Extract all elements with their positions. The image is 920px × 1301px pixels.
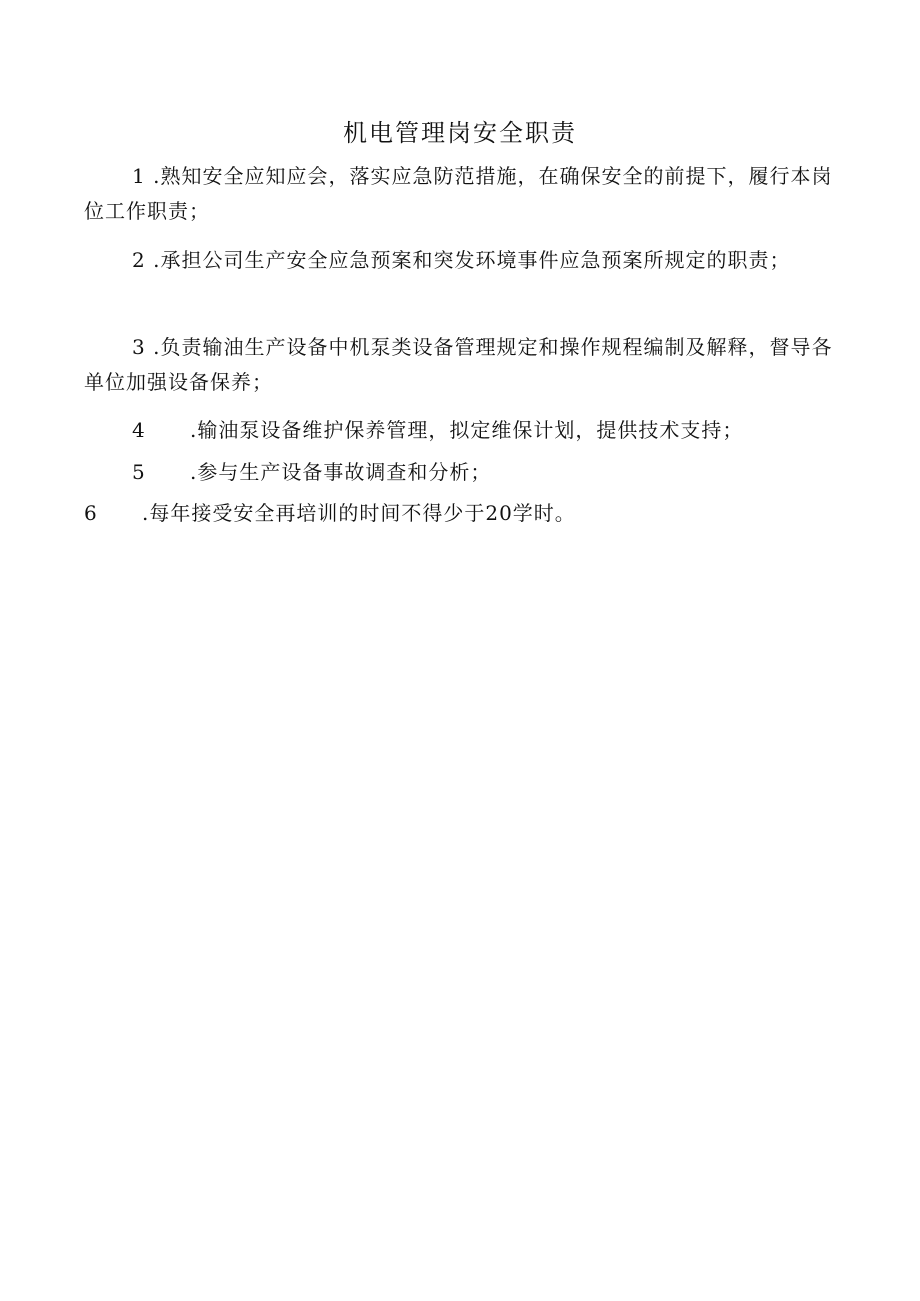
item-text: .每年接受安全再培训的时间不得少于20学时。	[142, 501, 576, 525]
list-item	[84, 455, 884, 490]
item-number: 6	[84, 501, 98, 525]
item-number: 3	[132, 335, 146, 359]
item-number: 4	[132, 418, 146, 442]
item-number: 5	[132, 460, 146, 484]
item-text: .承担公司生产安全应急预案和突发环境事件应急预案所规定的职责；	[153, 248, 791, 272]
list-item	[84, 413, 884, 448]
page-title: 机电管理岗安全职责	[343, 119, 577, 147]
list-item	[84, 243, 836, 278]
item-number: 2	[132, 248, 146, 272]
list-item	[84, 496, 836, 531]
item-number: 1	[132, 164, 146, 188]
item-text: .负责输油生产设备中机泵类设备管理规定和操作规程编制及解释，督导各单位加强设备保养；	[84, 335, 833, 394]
list-item	[84, 159, 836, 229]
item-text: .参与生产设备事故调查和分析；	[190, 460, 492, 484]
list-item	[84, 330, 836, 400]
item-text: .熟知安全应知应会，落实应急防范措施，在确保安全的前提下，履行本岗位工作职责；	[84, 164, 833, 223]
item-text: .输油泵设备维护保养管理，拟定维保计划，提供技术支持；	[190, 418, 744, 442]
